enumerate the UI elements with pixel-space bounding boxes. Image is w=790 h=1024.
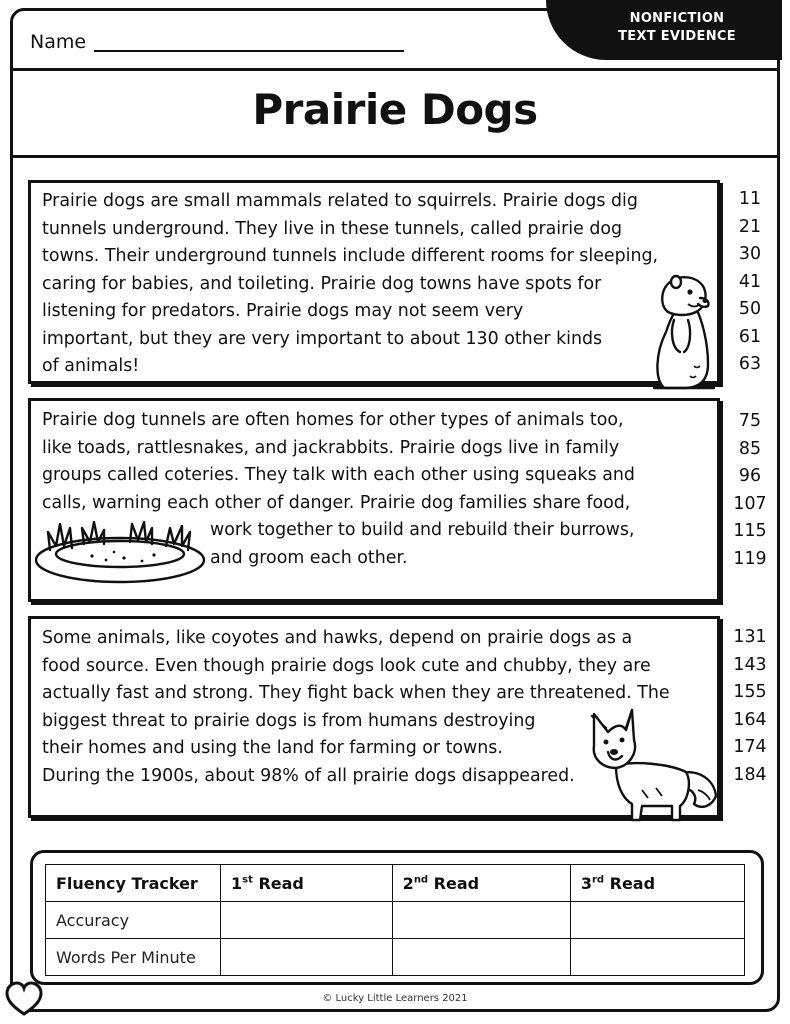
burrow-mound-icon: [34, 514, 206, 586]
tracker-row-label: Words Per Minute: [46, 939, 221, 976]
tracker-row-label: Accuracy: [46, 902, 221, 939]
passage-line: towns. Their underground tunnels include different rooms for sleeping,: [42, 246, 659, 266]
word-count: 115: [733, 521, 767, 541]
word-count: 131: [733, 627, 767, 647]
passage-line: and groom each other.: [210, 547, 408, 568]
tracker-cell[interactable]: [392, 939, 570, 976]
title-band: [12, 68, 778, 158]
table-row: [46, 939, 745, 976]
tracker-cell[interactable]: [570, 902, 744, 939]
tracker-cell[interactable]: [392, 902, 570, 939]
tracker-read-2-header: 2nd Read: [392, 865, 570, 902]
passage-line: calls, warning each other of danger. Prairie dog families share food,: [42, 492, 631, 513]
word-count: 119: [733, 548, 767, 569]
passage-line: actually fast and strong. They fight back when they are threatened. The: [42, 683, 670, 703]
genre-tag-line2: TEXT EVIDENCE: [618, 29, 736, 44]
word-count: 96: [738, 466, 762, 486]
word-count: 41: [738, 271, 762, 292]
passage-line: food source. Even though prairie dogs look cute and chubby, they are: [42, 655, 651, 676]
tracker-cell[interactable]: [570, 939, 744, 976]
word-count: 21: [738, 216, 762, 237]
coyote-icon: [586, 706, 722, 824]
passage-line: tunnels underground. They live in these tunnels, called prairie dog: [42, 218, 623, 239]
word-counts-3: [728, 624, 772, 789]
word-count: 61: [738, 326, 762, 347]
passage-line: their homes and using the land for farming or towns.: [42, 738, 503, 758]
tracker-cell[interactable]: [221, 939, 393, 976]
passage-line: work together to build and rebuild their burrows,: [210, 520, 635, 540]
word-count: 155: [733, 682, 767, 702]
passage-line: of animals!: [42, 356, 140, 376]
genre-tag: [546, 0, 782, 60]
fluency-tracker-table: [45, 864, 745, 976]
passage-line: During the 1900s, about 98% of all prairie dogs disappeared.: [42, 765, 575, 786]
page-title: Prairie Dogs: [252, 85, 538, 134]
genre-tag-line1: NONFICTION: [629, 11, 725, 26]
prairie-dog-icon: [644, 268, 720, 392]
word-count: 107: [733, 493, 767, 514]
copyright-footer: © Lucky Little Learners 2021: [322, 993, 468, 1004]
passage-line: Some animals, like coyotes and hawks, depend on prairie dogs as a: [42, 628, 633, 648]
word-count: 174: [733, 737, 767, 757]
name-label: Name: [30, 31, 87, 53]
passage-line: Prairie dogs are small mammals related to squirrels. Prairie dogs dig: [42, 191, 638, 211]
table-row: [46, 865, 745, 902]
passage-line: listening for predators. Prairie dogs may not seem very: [42, 301, 524, 321]
passage-line: important, but they are very important to about 130 other kinds: [42, 328, 603, 349]
passage-line: Prairie dog tunnels are often homes for other types of animals too,: [42, 410, 624, 430]
word-count: 143: [733, 654, 767, 675]
passage-line: groups called coteries. They talk with each other using squeaks and: [42, 465, 635, 485]
tracker-read-1-header: 1st Read: [221, 865, 393, 902]
tracker-cell[interactable]: [221, 902, 393, 939]
name-write-line[interactable]: [94, 50, 404, 52]
tracker-read-3-header: 3rd Read: [570, 865, 744, 902]
word-count: 164: [733, 709, 767, 730]
word-count: 11: [738, 189, 762, 209]
word-count: 30: [738, 244, 762, 264]
tracker-corner-header: Fluency Tracker: [46, 865, 221, 902]
passage-line: caring for babies, and toileting. Prairie dog towns have spots for: [42, 273, 602, 294]
word-count: 85: [738, 438, 762, 459]
table-row: [46, 902, 745, 939]
word-count: 50: [738, 299, 762, 319]
word-count: 75: [738, 411, 762, 431]
passage-1-text: [42, 188, 658, 381]
word-counts-2: [728, 408, 772, 573]
word-counts-1: [728, 186, 772, 379]
passage-line: like toads, rattlesnakes, and jackrabbits. Prairie dogs live in family: [42, 437, 620, 458]
word-count: 63: [738, 354, 762, 374]
passage-3-text: [42, 625, 670, 790]
word-count: 184: [733, 764, 767, 785]
passage-line: biggest threat to prairie dogs is from humans destroying: [42, 710, 536, 731]
